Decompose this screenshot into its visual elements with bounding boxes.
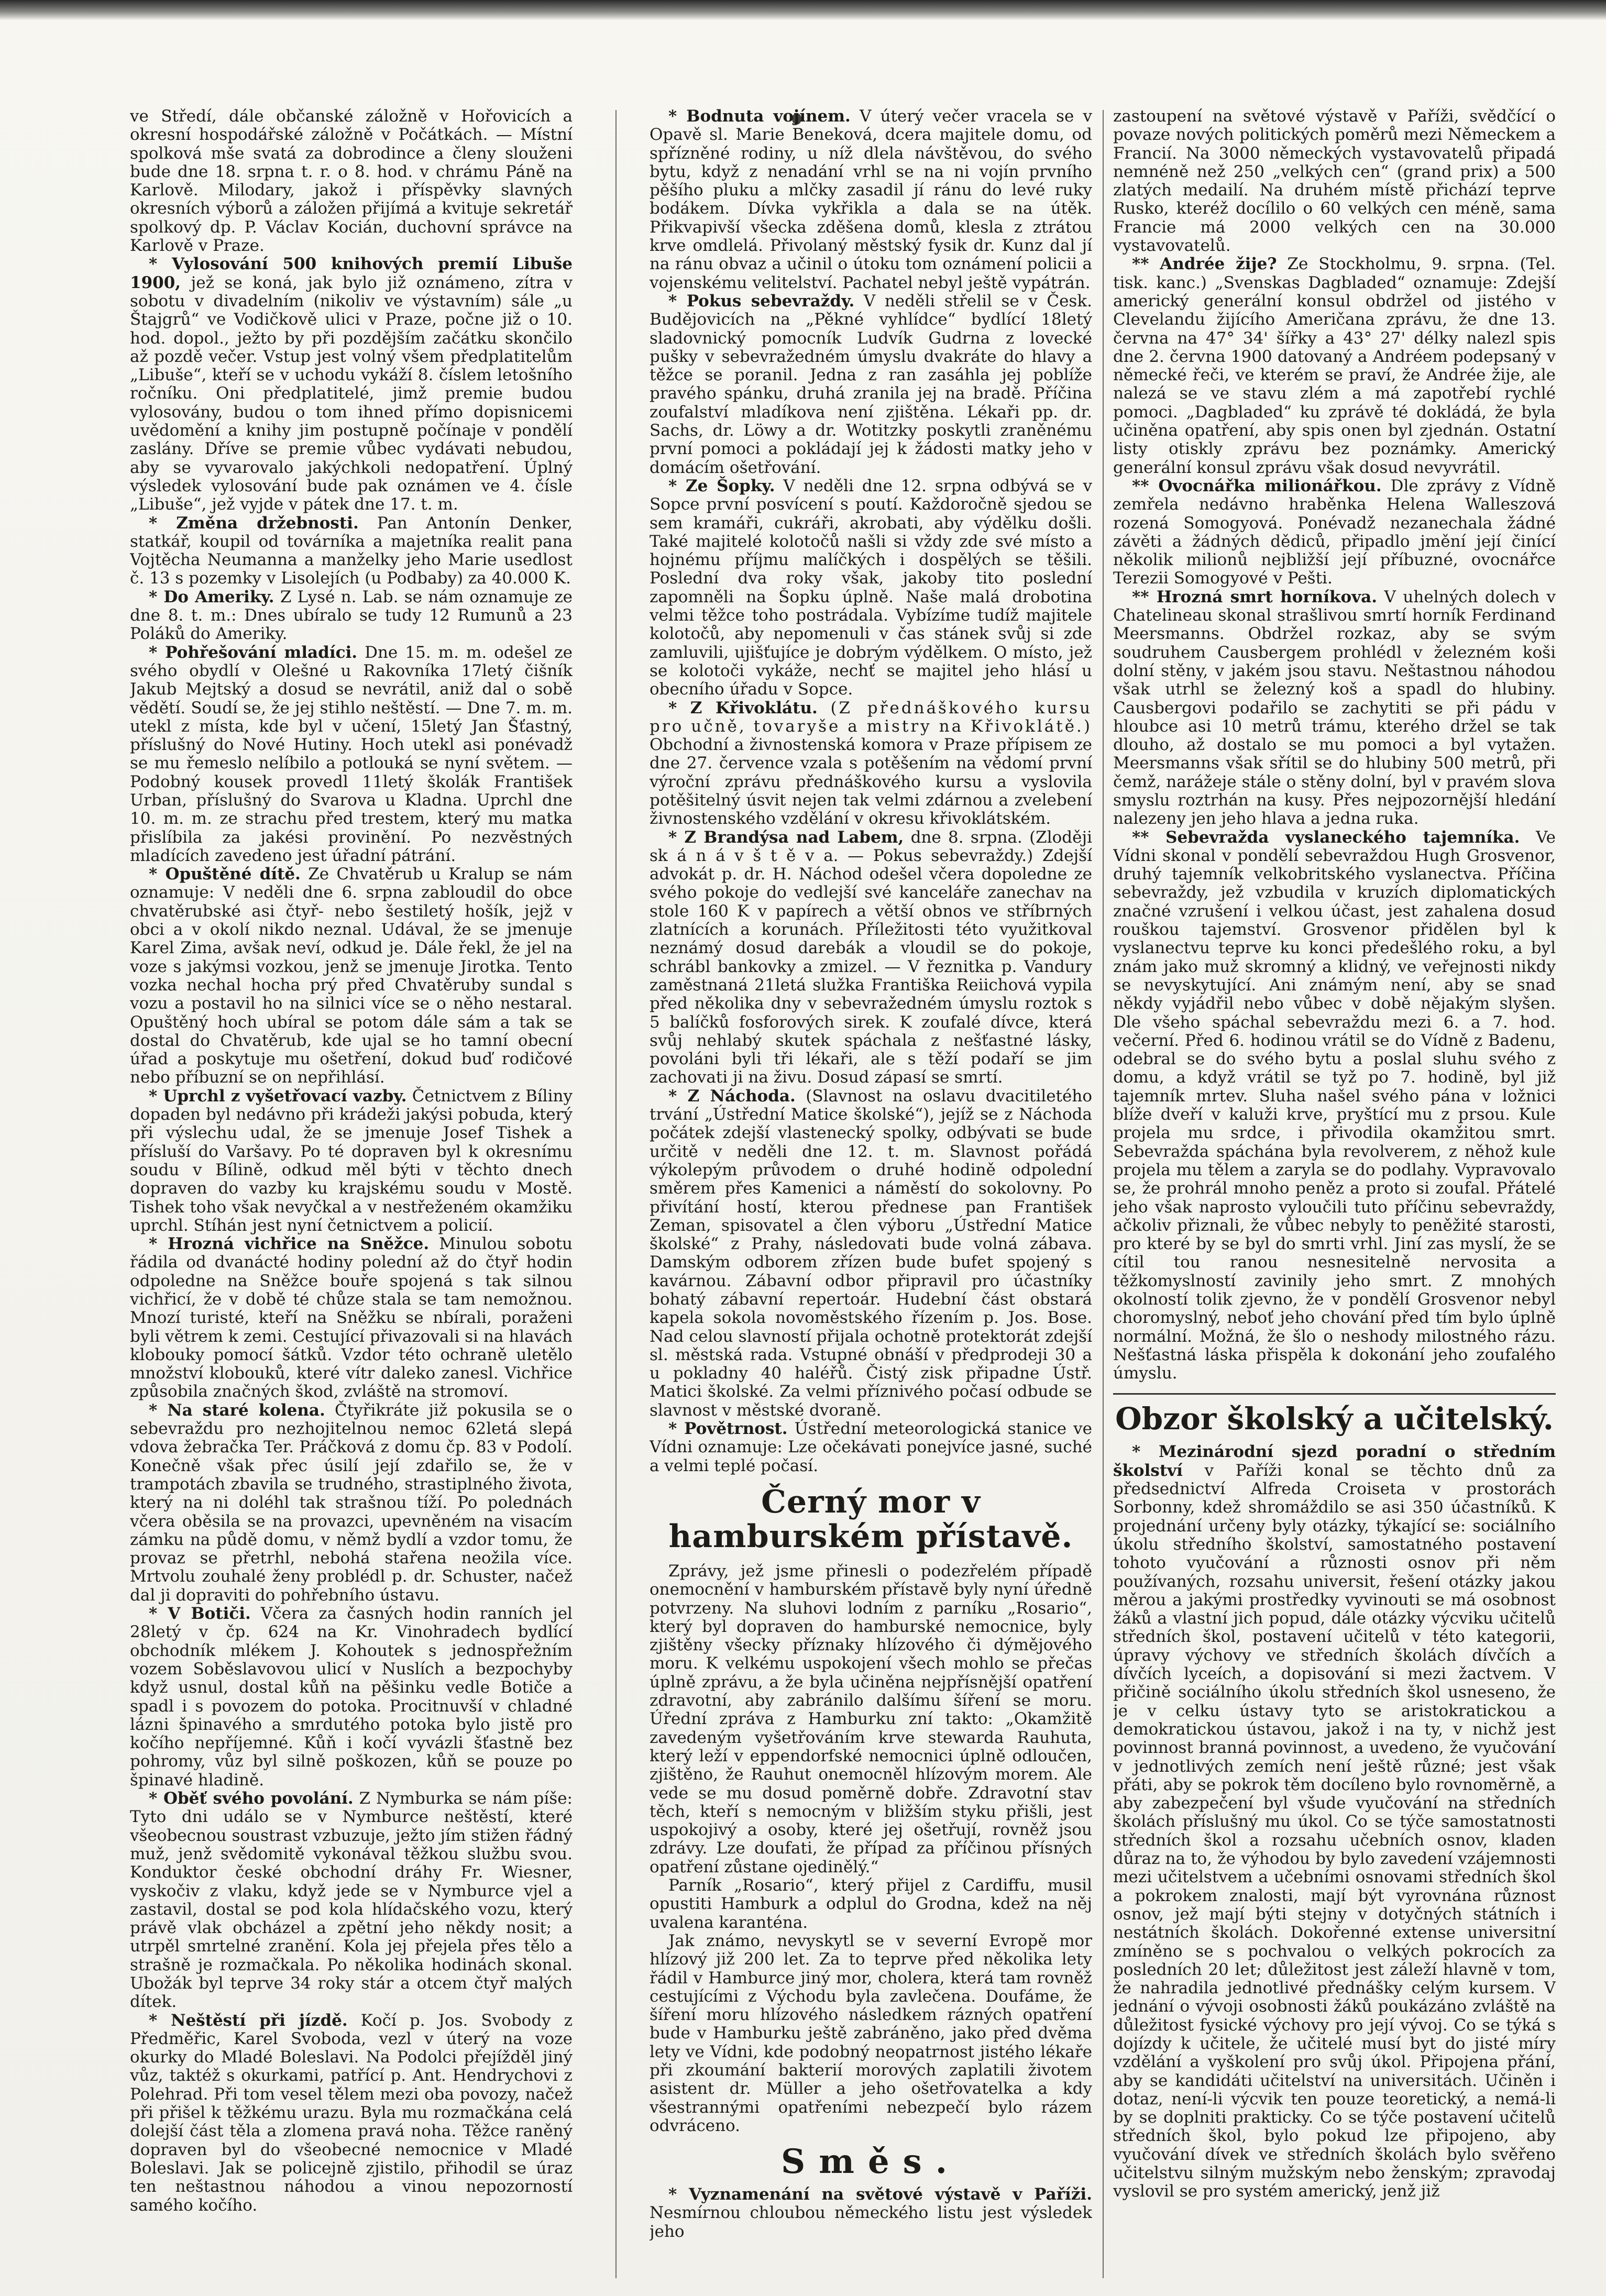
paragraph-text: Dne 15. m. m. odešel ze svého obydlí v Olešné u Rakovníka 17letý čišník Jakub Mejtský a dosud se nevrátil, aniž dal o sobě vědětí. Soudí se, že jej stihlo neštěstí. — Dne 7. m. m. utekl z místa, kde byl v učení, 15letý Jan Šťastný, příslušný do Nové Hutiny. Hoch utekl asi ponévadž se mu řemeslo nelíbilo a potlouká se nyní světem. — Podobný kousek provedl 11letý školák František Urban, příslušný do Svarova u Kladna. Uprchl dne 10. m. m. ze strachu před trestem, který mu matka přislíbila za jakési provinění. Po nezvěstných mladících zavedeno jest úřadní pátrání.: [130, 643, 573, 865]
section-obzor-skolsky: Obzor školský a učitelský.: [1113, 1393, 1556, 1436]
paragraph-lead: * Z Křivoklátu.: [668, 698, 818, 718]
column-right-news: [1113, 107, 1556, 1383]
paragraph: [650, 292, 1092, 477]
paragraph-lead: * Uprchl z vyšetřovací vazby.: [149, 1086, 407, 1106]
paragraph: [1113, 255, 1556, 477]
paragraph: [130, 1605, 573, 1790]
headline-cerny-mor: Černý mor v hamburském přístavě.: [668, 1483, 1073, 1555]
paragraph: [130, 1235, 573, 1401]
article-cerny-mor: [650, 1562, 1092, 2135]
paragraph: [650, 829, 1092, 1087]
paragraph-text: V úterý večer vracela se v Opavě sl. Marie Beneková, dcera majitele domu, od spřízněné rodiny, u níž dlela návštěvou, do svého bytu, když z nenadání vrhl se na ni vojín prvního pěšího pluku a mlčky zasadil jí ránu do levé ruky bodákem. Dívka vykřikla a dala se na útěk. Přikvapivší všecka zděšena domů, klesla z ztrátou krve omdlelá. Přivolaný městský fysik dr. Kunz dal jí na ránu obvaz a učinil o útoku tom oznámení policii a vojenskému velitelství. Pachatel nebyl ještě vypátrán.: [650, 107, 1092, 292]
paragraph-lead: * Pohřešování mladíci.: [149, 643, 358, 662]
paragraph-lead: * Do Ameriky.: [149, 587, 274, 606]
paragraph: [130, 588, 573, 644]
paragraph-lead: * Ze Šopky.: [668, 476, 775, 495]
scan-top-edge: [0, 0, 1606, 20]
paragraph: [130, 1790, 573, 2012]
paragraph-text: Nesmírnou chloubou německého listu jest výsledek jeho: [650, 2203, 1092, 2241]
paragraph-text: Ze Chvatěrub u Kralup se nám oznamuje: V neděli dne 6. srpna zabloudil do obce chvatěrubské asi čtyř- nebo šestiletý hošík, jejž v obci a v okolí nikdo neznal. Udával, že se jmenuje Karel Zima, avšak neví, odkud je. Dále řekl, že jel na voze s jakýmsi vozkou, jenž se jmenuje Jirotka. Tento vozka nechal hocha prý před Chvatěruby sundal s vozu a postavil ho na silnici více se o něho nestaral. Opuštěný hoch ubíral se potom dále sám a tak se dostal do Chvatěrub, kde ujal se ho tamní obecní úřad a poskytuje mu ošetření, dokud buď rodičové nebo příbuzní se on nepřihlásí.: [130, 865, 573, 1087]
paragraph-text: Čtyřikráte již pokusila se o sebevraždu pro nezhojitelnou nemoc 62letá slepá vdova žebračka Ter. Práčková z domu čp. 83 v Podolí. Konečně však přec úsilí její zdařilo se, že v trampotách zbavila se trudného, strastiplného života, který na ni doléhl tak strašnou tíží. Po polednách včera oběsila se na provazci, upevněném na visacím zámku na půdě domu, v němž bydlí a vzdor tomu, že provaz se přetrhl, nebohá stařena neožila více. Mrtvolu zouhalé ženy problédl p. dr. Schuster, načež dal ji dopraviti do pohřebního ústavu.: [130, 1400, 573, 1605]
paragraph-text: Dle zprávy z Vídně zemřela nedávno hraběnka Helena Walleszová rozená Somogyová. Ponévadž nezanechala žádné závěti a žádných dědiců, připadlo jmění její činící několik milionů nejbližší její příbuzné, ovocnářce Terezii Somogyové v Pešti.: [1113, 476, 1556, 588]
paragraph-lead: * V Botiči.: [149, 1604, 251, 1624]
paragraph: [1113, 588, 1556, 829]
paragraph: [650, 1876, 1092, 1932]
column-rule: [1103, 110, 1104, 2278]
paragraph-text: Kočí p. Jos. Svobody z Předměřic, Karel Svoboda, vezl v úterý na voze okurky do Mladé Boleslavi. Na Podolci přejížděl jiný vůz, taktéž s okurkami, patřící p. Ant. Hendrychovi z Polehrad. Při tom vesel tělem mezi oba povozy, načež při přišel k těžkému urazu. Byla mu rozmačkána celá dolejší část těla a zlomena pravá noha. Těžce raněný dopraven byl do všeobecné nemocnice v Mladé Boleslavi. Jak se policejně zjistilo, přihodil se úraz ten neštastnou náhodou a vinou nepozorností samého kočího.: [130, 2011, 573, 2215]
paragraph: [650, 2185, 1092, 2241]
paragraph-lead: * Vylosování 500 knihových premií Libuše 1900,: [130, 255, 573, 292]
paragraph-lead: * Na staré kolena.: [149, 1400, 325, 1420]
paragraph: [650, 107, 1092, 292]
paragraph: [130, 1087, 573, 1235]
paragraph-lead: ** Hrozná smrt horníkova.: [1132, 587, 1378, 606]
paragraph: [130, 865, 573, 1087]
paragraph: [650, 699, 1092, 829]
paragraph-text: Obchodní a živnostenská komora v Praze přípisem ze dne 27. července vzala s potěšením na vědomí první výroční zprávu přednáškového kursu a vyslovila potěšitelný úsvit nejen tak velmi zdárnou a zvelebení živnostenského vzdělání v okresu křivoklátském.: [650, 735, 1092, 829]
paragraph: [1113, 1443, 1556, 2201]
paragraph-text: ve Středí, dále občanské záložně v Hořovicích a okresní hospodářské záložně v Počátkách. — Místní spolková mše svatá za dobrodince a členy slouženi bude dne 18. srpna t. r. o 8. hod. v chrámu Páně na Karlově. Milodary, jakož i příspěvky slavných okresních výborů a záložen přijímá a kvituje sekretář spolkový dp. P. Václav Kocián, duchovní správce na Karlově v Praze.: [130, 107, 573, 256]
paragraph-text: V neděli dne 12. srpna odbývá se v Sopce první posvícení s poutí. Každoročně sjedou se sem kramáři, cukráři, akrobati, aby výdělku došli. Také majitelé kolotočů našli si vždy zde své místo a hojnému příjmu malíčkých i dospělých se těšili. Poslední dva roky však, jakoby tito poslední zapomněli na Šopku úplně. Naše malá drobotina velmi těžce toho postrádala. Vybízíme tudíž majitele kolotočů, aby nepomenuli v čas stánek svůj si zde zamluvili, ujišťujíce je dobrým výdělkem. O místo, jež se kolotoči vykáže, nechť se majitel jeho hlásí u obecního úřadu v Sopce.: [650, 476, 1092, 699]
paragraph: [650, 477, 1092, 699]
paragraph: [130, 107, 573, 255]
paragraph: [130, 514, 573, 588]
paragraph: [130, 2012, 573, 2215]
paragraph-lead: ** Ovocnářka milionářkou.: [1132, 476, 1382, 495]
paragraph-lead: * Povětrnost.: [668, 1419, 788, 1439]
paragraph: [650, 1420, 1092, 1475]
column-middle-news: [650, 107, 1092, 1475]
paragraph-lead: * Opuštěné dítě.: [149, 865, 301, 884]
section-smes: Směs.: [781, 2142, 961, 2182]
column-right-school: [1113, 1443, 1556, 2201]
paragraph-text: (Slavnost na oslavu dvacitiletého trvání „Ústřední Matice školské“), jejíž se z Náchoda počátek zdejší vlastenecký spolky, odbývati se bude určitě v neděli dne 12. t. m. Slavnost pořádá výkolepým průvodem o druhé hodině odpolední směrem přes Kamenici a náměstí do sokolovny. Po přivítání hostí, kterou přednese pan František Zeman, spisovatel a člen výboru „Ústřední Matice školské“ z Prahy, následovati bude volná zábava. Damským odborem zřízen bude bufet spojený s kavárnou. Zábavní odbor připravil pro účastníky bohatý zábavní repertoár. Hudební část obstará kapela sokola novoměstského řízením p. Jos. Bose. Nad celou slavností přijala ochotně protektorát zdejší sl. městská rada. Vstupné obnáší v předprodeji 30 a u pokladny 40 haléřů. Čistý zisk připadne Ústř. Matici školské. Za velmi příznivého počasí odbude se slavnost v městské dvoraně.: [650, 1086, 1092, 1420]
paragraph-text: v Paříži konal se těchto dnů za předsednictví Alfreda Croiseta v prostorách Sorbonny, kdež shromáždilo se asi 350 účastníků. K projednání určeny byly otázky, týkající se: sociálního úkolu středního školství, samostatného postavení tohoto vyučování a různosti osnov při něm používaných, rozsahu universit, řešení otázky jakou měrou a jakými prostředky vyvinouti se má osobnost žáků a vlastní jich popud, dále otázky výcviku učitelů středních škol, postavení učitelů v této kategorii, úpravy výchovy ve středních školách dívčích a dívčích lyceích, a dopisování si mezi žactvem. V přičině sociálního úkolu středních škol usneseno, že je v celku ústavy tyto se aristokratickou a demokratickou ústavou, jakož i na ty, v nichž jest povinnost branná povinnost, a uvedeno, že vyučování v jednotlivých zemích není ještě různé; jest však přáti, aby se pokrok těm docíleno bylo rovnoměrně, a aby zabezpečení byl všude vyučování na středních školách příslušný mu úkol. Co se týče samostatnosti středních škol a rozsahu učebních osnov, kladen důraz na to, že výhodou by bylo zavedení vzájemnosti mezi učitelstvem a učebními osnovami středních škol a pokrokem znalosti, mají být vyrovnána různost osnov, jež mají býti stejny v dotyčných státních i nestátních školách. Dokořenné extense universitní zmíněno se s pochvalou o velkých pokrocích za posledních 20 let; důležitost jest záleží hlavně v tom, že nahradila jednotlivé přednášky celým kursem. V jednání o vývoji osobnosti žáků poukázáno zvláště na důležitost fysické výchovy pro její vývoj. Co se týká s dojízdy k učitele, že učitelé musí byt do jisté míry vzdělání a vyškolení pro svůj úkol. Připojena přání, aby se kandidáti učitelství na universitách. Učiněn i dotaz, není-li výcvik ten pouze teoretický, a nemá-li by se doplniti prakticky. Co se týče postavení učitelů středních škol, bylo pokud lze připojeno, aby vyučování dívek ve středních školách bylo svěřeno učitelstvu silným mužským nebo ženským; zpravodaj vyslovil se pro systém americký, jenž již: [1113, 1461, 1556, 2201]
paragraph: [1113, 107, 1556, 255]
paragraph-text: Z Lysé n. Lab. se nám oznamuje ze dne 8. t. m.: Dnes ubíralo se tudy 12 Rumunů a 23 Poláků do Ameriky.: [130, 587, 573, 644]
paragraph: [650, 1087, 1092, 1420]
paragraph-lead: * Mezinárodní sjezd poradní o středním školství: [1113, 1442, 1556, 1480]
paragraph: [1113, 829, 1556, 1383]
paragraph-text: V neděli střelil se v Česk. Budějovicích na „Pěkné vyhlídce“ bydlící 18letý sladovnický pomocník Ludvík Gudrna z lovecké pušky v sebevražedném úmyslu dvakráte do hlavy a těžce se poranil. Jedna z ran zasáhla jej poblíže pravého spánku, druhá zranila jej na bradě. Příčina zoufalství mladíkova není zjištěna. Lékaři pp. dr. Sachs, dr. Löwy a dr. Wotitzky poskytli zraněnému první pomoci a pokládají jej k žádosti matky jeho v domácím ošetřování.: [650, 291, 1092, 477]
paragraph-lead: * Vyznamenání na světové výstavě v Paříži.: [668, 2185, 1092, 2204]
paragraph-text: Včera za časných hodin ranních jel 28letý v čp. 624 na Kr. Vinohradech bydlící obchodník mlékem J. Kohoutek s jednospřežním vozem Soběslavovou ulicí v Nuslích a bezpochyby když usnul, dostal kůň na pěšinku vedle Botiče a spadl i s povozem do potoka. Procitnuvší v chladné lázni špinavého a smrdutého potoka bylo jistě pro kočího nepříjemné. Kůň i kočí vyvázli šťastně bez pohromy, vůz byl silně poškozen, kůň se pouze po špinavé hladině.: [130, 1604, 573, 1790]
paragraph: [650, 1562, 1092, 1876]
paragraph-text: Minulou sobotu řádila od dvanácté hodiny polední až do čtyř hodin odpoledne na Sněžce bouře spojená s tak silnou vichřicí, že v době té chůze stala se tam nemožnou. Mnozí turisté, kteří na Sněžku se nbírali, poraženi byli větrem k zemi. Cestující přivazovali si na hlavách klobouky pomocí šátků. Vzdor této ochraně uletělo množství klobouků, které vítr daleko zanesl. Vichřice způsobila značných škod, zvláště na stromoví.: [130, 1234, 573, 1401]
paragraph-text: Ze Stockholmu, 9. srpna. (Tel. tisk. kanc.) „Svenskas Dagbladed“ oznamuje: Zdejší americký generální konsul obdržel od jistého v Clevelandu žijícího Američana zprávu, že dne 13. června na 47° 34' šířky a 43° 27' délky nalezl spis dne 2. června 1900 datovaný a Andréem podepsaný v německé řeči, ve kterém se praví, že Andrée žije, ale nalezá se ve stavu zlém a má zapotřebí rychlé pomoci. „Dagbladed“ ku zprávě té dokládá, že byla učiněna opatření, aby spis onen byl zjednán. Ostatní listy otiskly zprávu bez poznámky. Americký generální konsul zprávu však dosud nevyvrátil.: [1113, 255, 1556, 477]
paragraph-subtitle: (Z přednáškového kursu pro učně, tovaryše a mistry na Křivoklátě.): [650, 698, 1092, 736]
paragraph-text: dne 8. srpna. (Zloději sk á n á v š t ě v a. — Pokus sebevraždy.) Zdejší advokát p. dr. H. Náchod odešel včera dopoledne ze svého pokoje do vedlejší své kanceláře zanechav na stole 160 K v papírech a větší obnos ve stříbrných zlatnících a korunách. Příležitosti této využitkoval neznámý dosud darebák a vloudil se do pokoje, schrábl bankovky a zmizel. — V řeznitka p. Vandury zaměstnaná 21letá služka Františka Reiichová vypila před několika dny v sebevražedném úmyslu roztok s 5 balíčků fosforových sirek. K zoufalé dívce, která svůj nehlabý skutek spáchala z nešťastné lásky, povoláni byli tři lékaři, ale s těží podaří se jim zachovati ji na živu. Dosud zápasí se smrtí.: [650, 827, 1092, 1087]
paragraph-text: V uhelných dolech v Chatelineau skonal strašlivou smrtí horník Ferdinand Meersmanns. Obdržel rozkaz, aby se svým soudruhem Causbergem prohlédl v železném koši dolní stěny, v jakém jsou stavu. Neštastnou náhodou však utrhl se železný koš a spadl do hlubiny. Causbergovi podařilo se zachytiti se při pádu v hloubce asi 10 metrů trámu, kterého držel se tak dlouho, až dostalo se mu pomoci a byl vytažen. Meersmanns však sřítil se do hlubiny 500 metrů, při čemž, narážeje stále o stěny dolní, byl v pravém slova smyslu roztrhán na kusy. Přes nejpozornější hledání nalezeny jen jeho hlava a jedna ruka.: [1113, 587, 1556, 829]
column-rule: [615, 110, 617, 2278]
column-middle-smes: [650, 2185, 1092, 2241]
paragraph-lead: ** Andrée žije?: [1132, 255, 1277, 274]
column-left: [130, 107, 573, 2281]
paragraph-text: Parník „Rosario“, který přijel z Cardiffu, musil opustiti Hamburk a odplul do Grodna, kdež na něj uvalena karanténa.: [650, 1876, 1092, 1932]
paragraph: [1113, 477, 1556, 588]
paragraph-lead: * Hrozná vichřice na Sněžce.: [149, 1234, 430, 1254]
paragraph-text: Pan Antonín Denker, statkář, koupil od továrníka a majetníka realit pana Vojtěcha Neumanna a manželky jeho Marie usedlost č. 13 s pozemky v Lisolejích (u Podbaby) za 40.000 K.: [130, 513, 573, 588]
paragraph-lead: * Neštěstí při jízdě.: [149, 2011, 348, 2030]
paragraph-text: Jak známo, nevyskytl se v severní Evropě mor hlízový již 200 let. Za to teprve před několika lety řádil v Hamburce jiný mor, cholera, která tam rovněž cestujícími z Východu byla zavlečena. Doufáme, že šíření moru hlízového následkem rázných opatření bude v Hamburku ještě zabráněno, jako před dvěma lety ve Vídni, kde podobný neopatrnost jistého lékaře při zkoumání bakterií morových zaplatili životem asistent dr. Müller a jeho ošetřovatelka a kdy všestrannými opatřeními nebezpečí bylo rázem odvráceno.: [650, 1931, 1092, 2135]
column-right: [1113, 107, 1556, 2281]
paragraph-lead: * Změna držebnosti.: [149, 513, 359, 533]
paragraph-text: Ve Vídni skonal v pondělí sebevraždou Hugh Grosvenor, druhý tajemník velkobritského vyslanectva. Příčina sebevraždy, jež vzbudila v kruzích diplomatických značné vzrušení i velkou účast, jest zahalena dosud rouškou tajemství. Grosvenor přidělen byl k vyslanectvu teprve ku konci předešlého roku, a byl znám jako muž skromný a klidný, ve veřejnosti nikdy se nevyskytující. Ani známým není, aby se snad někdy vyjádřil nebo vůbec v době nějakým slyšen. Dle všeho spáchal sebevraždu mezi 6. a 7. hod. večerní. Před 6. hodinou vrátil se do Vídně z Badenu, odebral se do svého bytu a poslal sluhu svého z domu, a když vrátil se tyž po 7. hodině, byl již tajemník mrtev. Sluha našel svého pána v ložnici blíže dveří v kaluži krve, pryštící mu z prsou. Kule projela mu srdce, i přivodila okamžitou smrt. Sebevražda spáchána byla revolverem, z něhož kule projela mu tělem a zaryla se do podlahy. Vypravovalo se, že prohrál mnoho peněz a proto si zoufal. Přátelé jeho však naprosto vyloučili tuto příčinu sebevraždy, ačkoliv přiznali, že vůbec nebyly to peněžité starosti, pro které by se byl do smrti vrhl. Jiní zas myslí, že se cítil tou ranou nesnesitelně nervosita a těžkomyslností zavinily jeho smrt. Z mnohých okolností tolik zjevno, že v pondělí Grosvenor nebyl choromyslný, neboť jeho chování před tím bylo úplně normální. Možná, že šlo o neshody milostného rázu. Nešťastná láska přispěla k dokonání jeho zoufalého úmyslu.: [1113, 827, 1556, 1383]
paragraph: [130, 644, 573, 866]
paragraph-lead: * Z Náchoda.: [668, 1086, 796, 1106]
column-middle: [650, 107, 1092, 2281]
paragraph-text: Četnictvem z Bíliny dopaden byl nedávno při krádeži jakýsi pobuda, který při výslechu udal, že se jmenuje Josef Tishek a přísluší do Varšavy. Po té dopraven byl k okresnímu soudu v Bílině, odkud měl býti v těchto dnech dopraven do vazby ku krajskému soudu v Mostě. Tishek toho však nevyčkal a v nestřeženém okamžiku uprchl. Stíhán jest nyní četnictvem a policií.: [130, 1086, 573, 1235]
paragraph-text: jež se koná, jak bylo již oznámeno, zítra v sobotu v divadelním (nikoliv ve výstavním) sále „u Štajgrů“ ve Vodičkově ulici v Praze, počne již o 10. hod. dopol., ježto by při pozdějším začátku skončilo až pozdě večer. Vstup jest volný všem předplatitelům „Libuše“, kteří se v uchodu vykáží 8. číslem letošního ročníku. Oni předplatitelé, jimž premie budou vylosovány, budou o tom ihned přímo dopisnicemi uvědomění a knihy jim postupně počínaje v pondělí zaslány. Dříve se premie vůbec vydávati nebudou, aby se vyvarovalo jakýchkoli nedopatření. Úplný výsledek vylosování bude pak oznámen ve 4. čísle „Libuše“, jež vyjde v pátek dne 17. t. m.: [130, 273, 573, 514]
paragraph-lead: * Z Brandýsa nad Labem,: [668, 827, 904, 847]
paragraph: [130, 255, 573, 514]
paragraph-lead: * Pokus sebevraždy.: [668, 291, 855, 311]
paragraph-text: Z Nymburka se nám píše: Tyto dni událo se v Nymburce neštěstí, které všeobecnou soustrast vzbuzuje, ježto jím stižen řádný muž, jenž svědomitě vykonával těžkou službu svou. Konduktor české obchodní dráhy Fr. Wiesner, vyskočiv z vlaku, když jede se v Nymburce vjel a zastavil, dostal se pod kola hlídačského vozu, který právě vlak obcházel a zpětní jeho někdy nosit; a utrpěl smrtelné zranění. Kola jej přejela přes tělo a strašně je rozmačkala. Po několika hodinách skonal. Ubožák byl teprve 34 roky stár a otcem čtyř malých dítek.: [130, 1789, 573, 2012]
paragraph-lead: ** Sebevražda vyslaneckého tajemníka.: [1132, 827, 1520, 847]
paragraph-text: Ústřední meteorologická stanice ve Vídni oznamuje: Lze očekávati ponejvíce jasné, suché a velmi teplé počasí.: [650, 1419, 1092, 1475]
paragraph-lead: * Bodnuta vojínem.: [668, 107, 851, 126]
paragraph: [650, 1932, 1092, 2135]
paragraph-text: Zprávy, jež jsme přinesli o podezřelém případě onemocnění v hamburském přístavě byly nyní úředně potvrzeny. Na sluhovi lodním z parníku „Rosario“, který byl dopraven do hamburské nemocnice, byly zjištěny všecky příznaky hlízového či dýmějového moru. K velkému uspokojení všech mohlo se přečas úplně zprávu, a že byla učiněna nejpřísnější opatření zdravotní, aby zabránilo dalšímu šíření se moru. Úřední zpráva z Hamburku zní takto: „Okamžitě zavedeným vyšetřováním krve stewarda Rauhuta, který leží v eppendorfské nemocnici úplně odloučen, zjištěno, že Rauhut onemocněl hlízovým morem. Ale vede se mu dosud poměrně dobře. Zdravotní stav těch, kteří s nemocným v bližším styku přišli, jest uspokojivý a osoby, které jej ošetřují, rovněž jsou zdrávy. Lze doufati, že případ za příčinou přísných opatření zůstane ojedinělý.“: [650, 1561, 1092, 1876]
paragraph: [130, 1401, 573, 1605]
paragraph-lead: * Oběť svého povolání.: [149, 1789, 354, 1808]
paragraph-text: zastoupení na světové výstavě v Paříži, svědčící o povaze nových politických poměrů mezi Německem a Francií. Na 3000 německých vystavovatelů připadá nemnéně než 250 „velkých cen“ (grand prix) a 500 zlatých medailí. Na druhém místě přichází teprve Rusko, kteréž docílilo o 60 velkých cen méně, sama Francie má 2000 velkých cen na 30.000 vystavovatelů.: [1113, 107, 1556, 256]
